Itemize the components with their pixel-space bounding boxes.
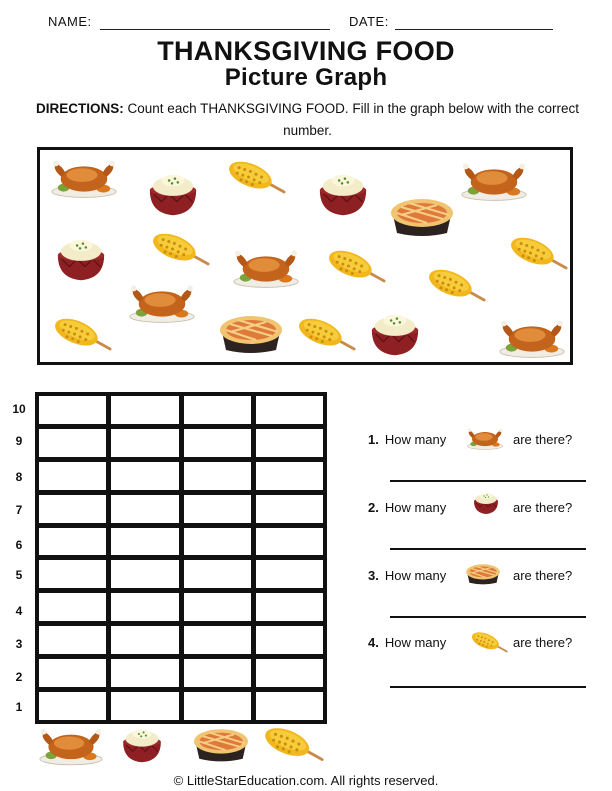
- graph-cell[interactable]: [255, 395, 324, 425]
- mashed-potatoes-icon: [316, 170, 370, 218]
- y-label: 4: [15, 604, 23, 618]
- question-post: are there?: [513, 500, 573, 515]
- copyright-footer: © LittleStarEducation.com. All rights reserved.: [173, 773, 439, 788]
- answer-line-3[interactable]: [390, 616, 586, 618]
- question-3: [368, 568, 446, 583]
- graph-cell[interactable]: [255, 691, 324, 721]
- mashed-potatoes-icon: [120, 726, 164, 764]
- corn-icon: [52, 315, 112, 353]
- graph-cell[interactable]: [110, 559, 179, 589]
- graph-cell[interactable]: [110, 625, 179, 655]
- mashed-potatoes-icon: [368, 310, 422, 358]
- turkey-icon: [128, 280, 196, 324]
- question-post: are there?: [513, 635, 573, 650]
- graph-cell[interactable]: [183, 559, 252, 589]
- graph-cell[interactable]: [38, 395, 107, 425]
- graph-cell[interactable]: [255, 461, 324, 491]
- answer-line-1[interactable]: [390, 480, 586, 482]
- graph-cell[interactable]: [255, 658, 324, 688]
- turkey-icon: [232, 245, 300, 289]
- graph-cell[interactable]: [38, 658, 107, 688]
- graph-cell[interactable]: [110, 527, 179, 557]
- question-number: 1.: [368, 432, 379, 447]
- directions: [20, 98, 595, 142]
- y-label: 8: [15, 470, 23, 484]
- pie-icon: [464, 561, 502, 586]
- graph-cell[interactable]: [183, 691, 252, 721]
- graph-cell[interactable]: [183, 428, 252, 458]
- graph-cell[interactable]: [38, 592, 107, 622]
- question-4: [368, 635, 446, 650]
- y-label: 1: [15, 700, 23, 714]
- question-pre: How many: [384, 568, 447, 583]
- graph-cell[interactable]: [255, 625, 324, 655]
- graph-cell[interactable]: [38, 625, 107, 655]
- mashed-potatoes-icon: [54, 235, 108, 283]
- graph-cell[interactable]: [183, 494, 252, 524]
- page-subtitle: Picture Graph: [224, 64, 388, 91]
- pie-icon: [190, 724, 252, 764]
- pie-icon: [216, 310, 286, 356]
- graph-cell[interactable]: [38, 527, 107, 557]
- answer-line-4[interactable]: [390, 686, 586, 688]
- question-2: [368, 500, 446, 515]
- corn-icon: [150, 230, 210, 268]
- graph-cell[interactable]: [183, 658, 252, 688]
- graph-cell[interactable]: [110, 428, 179, 458]
- page-title: THANKSGIVING FOOD: [157, 36, 455, 66]
- graph-cell[interactable]: [110, 658, 179, 688]
- graph-cell[interactable]: [110, 395, 179, 425]
- mashed-potatoes-icon: [146, 170, 200, 218]
- turkey-icon: [38, 724, 104, 766]
- graph-cell[interactable]: [255, 527, 324, 557]
- graph-cell[interactable]: [110, 592, 179, 622]
- graph-cell[interactable]: [38, 428, 107, 458]
- graph-cell[interactable]: [110, 461, 179, 491]
- mashed-potatoes-icon: [472, 490, 500, 516]
- graph-cell[interactable]: [255, 428, 324, 458]
- picture-box: [37, 147, 573, 365]
- question-number: 3.: [368, 568, 379, 583]
- question-pre: How many: [384, 500, 447, 515]
- question-post: are there?: [513, 432, 573, 447]
- graph-cell[interactable]: [38, 461, 107, 491]
- graph-cell[interactable]: [38, 559, 107, 589]
- graph-cell[interactable]: [110, 494, 179, 524]
- y-label: 7: [15, 503, 23, 517]
- directions-label: DIRECTIONS:: [36, 101, 124, 116]
- question-1: [368, 432, 446, 447]
- date-field[interactable]: [395, 29, 553, 30]
- y-label: 9: [15, 434, 23, 448]
- graph-cell[interactable]: [183, 527, 252, 557]
- question-pre: How many: [384, 432, 447, 447]
- turkey-icon: [498, 315, 566, 359]
- graph-cell[interactable]: [183, 625, 252, 655]
- graph-cell[interactable]: [255, 494, 324, 524]
- question-pre: How many: [384, 635, 447, 650]
- y-label: 10: [12, 402, 26, 416]
- question-number: 2.: [368, 500, 379, 515]
- graph-cell[interactable]: [38, 691, 107, 721]
- name-label: NAME:: [48, 14, 92, 29]
- corn-icon: [326, 247, 386, 285]
- pie-icon: [387, 193, 457, 239]
- corn-icon: [470, 630, 508, 654]
- turkey-icon: [466, 426, 504, 450]
- turkey-icon: [460, 158, 528, 202]
- y-label: 3: [15, 637, 23, 651]
- corn-icon: [262, 724, 324, 764]
- graph-cell[interactable]: [183, 395, 252, 425]
- corn-icon: [296, 315, 356, 353]
- graph-cell[interactable]: [255, 592, 324, 622]
- y-label: 5: [15, 568, 23, 582]
- answer-line-2[interactable]: [390, 548, 586, 550]
- graph-cell[interactable]: [183, 461, 252, 491]
- y-label: 2: [15, 670, 23, 684]
- graph-cell[interactable]: [110, 691, 179, 721]
- question-number: 4.: [368, 635, 379, 650]
- corn-icon: [426, 266, 486, 304]
- corn-icon: [508, 234, 568, 272]
- graph-cell[interactable]: [255, 559, 324, 589]
- graph-cell[interactable]: [183, 592, 252, 622]
- picture-graph-grid: [35, 392, 327, 724]
- turkey-icon: [50, 155, 118, 199]
- graph-cell[interactable]: [38, 494, 107, 524]
- name-field[interactable]: [100, 29, 330, 30]
- y-label: 6: [15, 538, 23, 552]
- directions-text: Count each THANKSGIVING FOOD. Fill in the graph below with the correct number.: [123, 101, 579, 138]
- corn-icon: [226, 158, 286, 196]
- date-label: DATE:: [349, 14, 389, 29]
- question-post: are there?: [513, 568, 573, 583]
